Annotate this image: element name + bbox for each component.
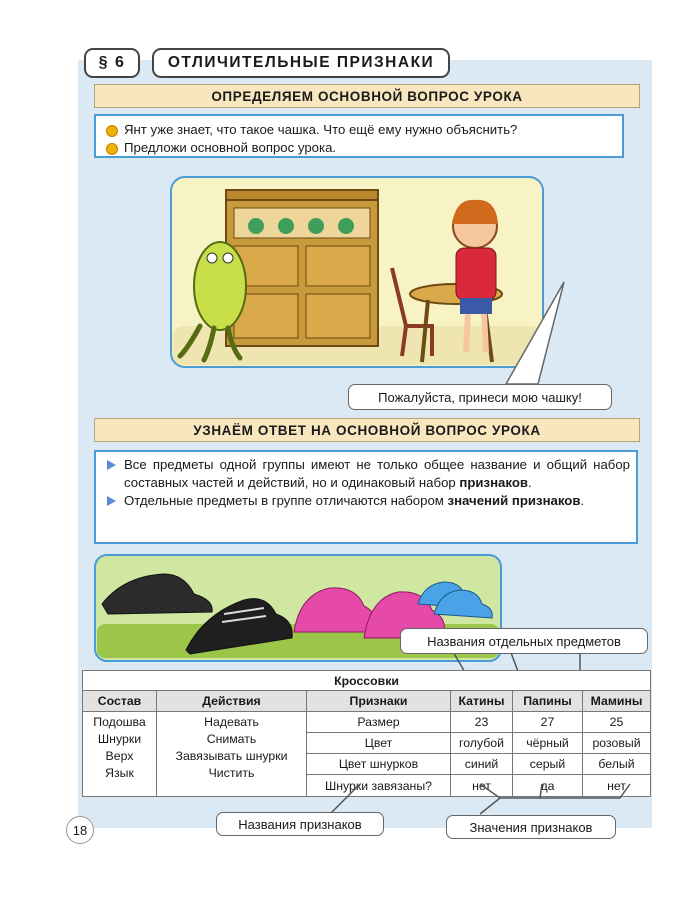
question-item-2 — [102, 139, 616, 157]
value-mama: 25 — [583, 712, 651, 733]
header-attributes: Признаки — [307, 691, 451, 712]
table-caption-row — [83, 671, 651, 691]
bullet-dot-icon — [106, 125, 118, 137]
speech-bubble — [348, 384, 612, 410]
attribute-values-callout-text: Значения признаков — [469, 819, 593, 835]
header-katya: Катины — [451, 691, 513, 712]
attribute-names-callout — [216, 812, 384, 836]
question-item-1-text: Янт уже знает, что такое чашка. Что ещё ему нужно объяснить? — [124, 122, 518, 137]
header-composition: Состав — [83, 691, 157, 712]
object-names-callout-text: Названия отдельных предметов — [427, 633, 621, 649]
page-title-text: ОТЛИЧИТЕЛЬНЫЕ ПРИЗНАКИ — [167, 54, 435, 71]
question-item-2-text: Предложи основной вопрос урока. — [124, 140, 337, 155]
attribute-name: Цвет — [307, 733, 451, 754]
speech-bubble-text: Пожалуйста, принеси мою чашку! — [378, 389, 582, 405]
attribute-name: Размер — [307, 712, 451, 733]
header-mama: Мамины — [583, 691, 651, 712]
value-papa: да — [513, 775, 583, 797]
part-item: Язык — [105, 766, 134, 780]
table-grid — [82, 670, 651, 797]
question-item-1 — [102, 121, 616, 139]
answer-item-1 — [102, 456, 630, 492]
answer-box — [94, 450, 638, 544]
page-title — [152, 48, 450, 78]
bullet-dot-icon — [106, 143, 118, 155]
answer-item-1-text: Все предметы одной группы имеют не только общее название и общий набор составных частей и действий, но и одинаковый набор — [124, 457, 630, 490]
attribute-name: Цвет шнурков — [307, 754, 451, 775]
answer-item-1-bold: признаков — [459, 475, 528, 490]
table-caption: Кроссовки — [83, 671, 651, 691]
answer-item-2 — [102, 492, 630, 510]
value-katya: нет — [451, 775, 513, 797]
section-number-text: § 6 — [98, 54, 126, 71]
action-item: Завязывать шнурки — [175, 749, 288, 763]
question-heading — [94, 84, 640, 108]
sneakers-table — [82, 670, 650, 796]
illustration-cupboard-scene — [170, 176, 544, 368]
value-papa: 27 — [513, 712, 583, 733]
attribute-name: Шнурки завязаны? — [307, 775, 451, 797]
header-papa: Папины — [513, 691, 583, 712]
cupboard-drawing — [226, 190, 378, 346]
value-katya: 23 — [451, 712, 513, 733]
value-papa: чёрный — [513, 733, 583, 754]
table-header-row — [83, 691, 651, 712]
action-item: Надевать — [204, 715, 259, 729]
triangle-bullet-icon — [107, 496, 116, 506]
value-katya: голубой — [451, 733, 513, 754]
page-number-text: 18 — [72, 822, 88, 838]
section-number — [84, 48, 140, 78]
action-item: Снимать — [206, 732, 257, 746]
answer-item-1-end: . — [527, 475, 532, 490]
answer-item-2-bold: значений признаков — [447, 493, 581, 508]
answer-heading — [94, 418, 640, 442]
parts-cell — [83, 712, 157, 797]
attribute-values-callout — [446, 815, 616, 839]
value-mama: розовый — [583, 733, 651, 754]
value-katya: синий — [451, 754, 513, 775]
answer-item-2-end: . — [580, 493, 585, 508]
answer-item-2-text: Отдельные предметы в группе отличаются набором — [124, 493, 448, 508]
object-names-callout — [400, 628, 648, 654]
speech-tail — [498, 280, 578, 386]
actions-cell — [157, 712, 307, 797]
part-item: Шнурки — [97, 732, 142, 746]
header-actions: Действия — [157, 691, 307, 712]
question-heading-text: ОПРЕДЕЛЯЕМ ОСНОВНОЙ ВОПРОС УРОКА — [211, 88, 523, 104]
answer-heading-text: УЗНАЁМ ОТВЕТ НА ОСНОВНОЙ ВОПРОС УРОКА — [193, 422, 541, 438]
action-item: Чистить — [208, 766, 255, 780]
value-papa: серый — [513, 754, 583, 775]
value-mama: белый — [583, 754, 651, 775]
table-row — [83, 712, 651, 733]
value-mama: нет — [583, 775, 651, 797]
part-item: Подошва — [93, 715, 146, 729]
page-number — [66, 816, 94, 844]
part-item: Верх — [105, 749, 134, 763]
attribute-names-callout-text: Названия признаков — [238, 816, 362, 832]
question-box — [94, 114, 624, 158]
triangle-bullet-icon — [107, 460, 116, 470]
